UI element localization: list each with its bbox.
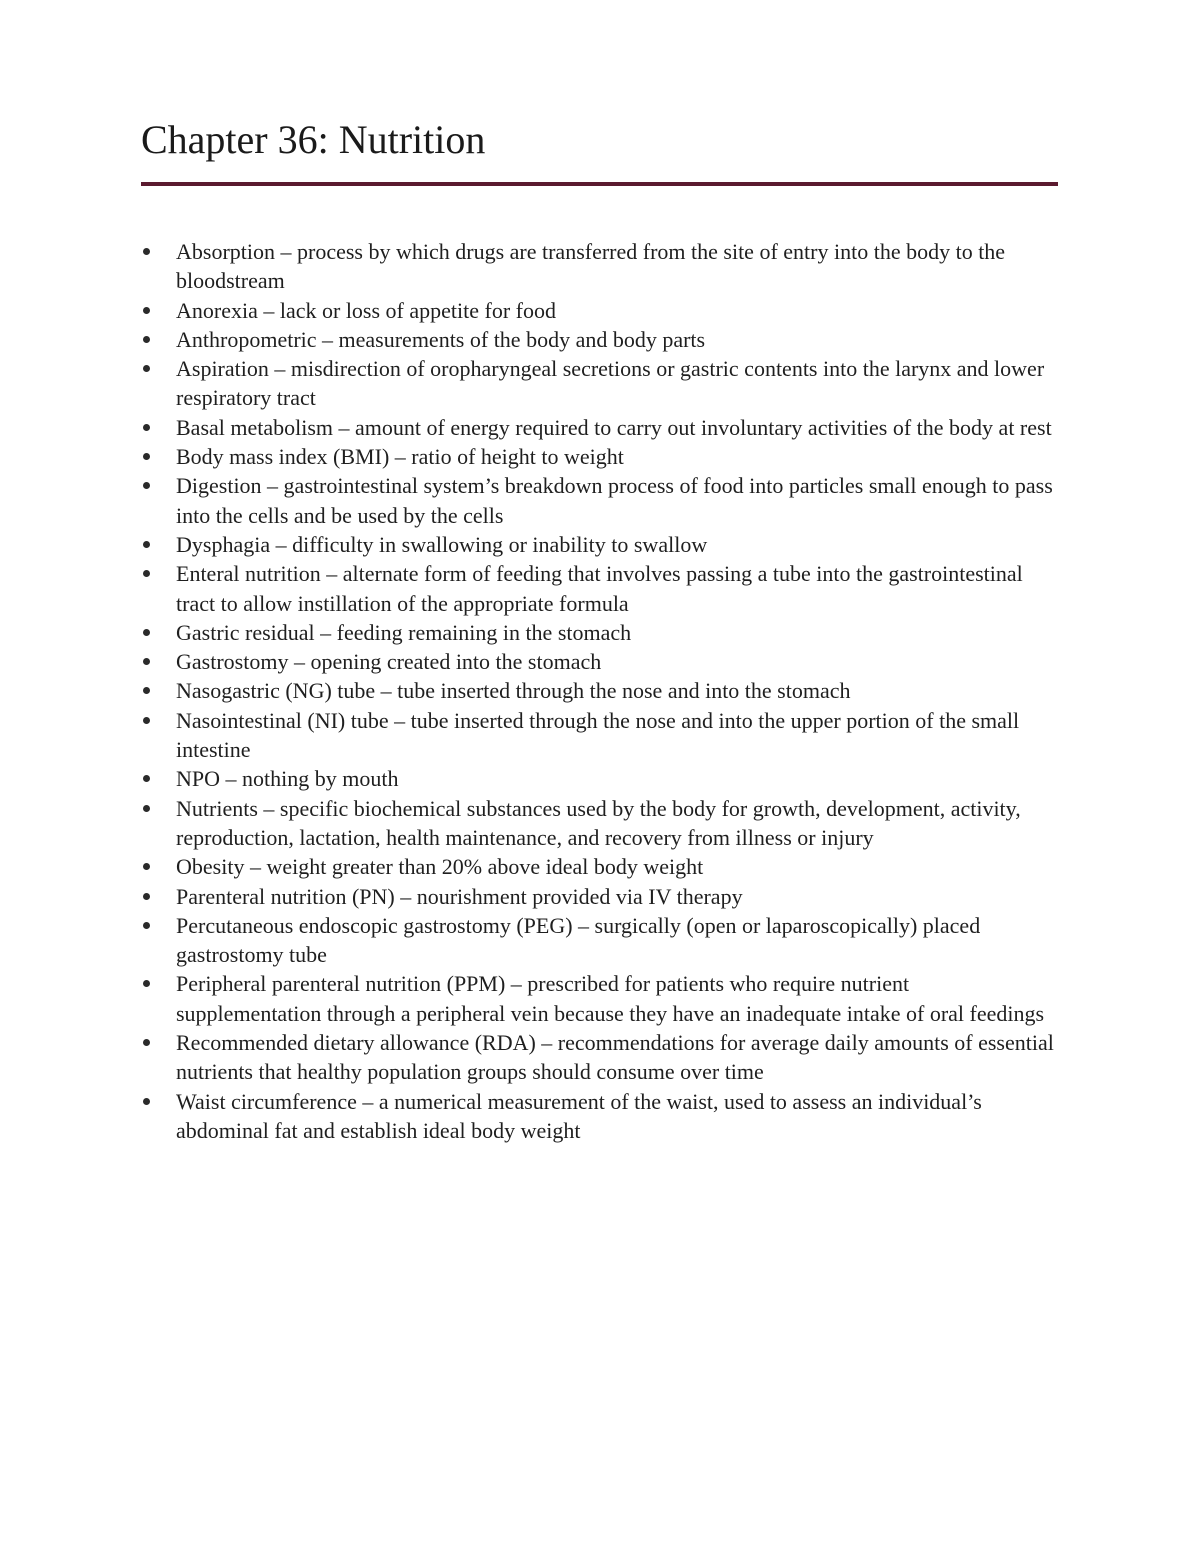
bullet-icon — [143, 805, 150, 812]
glossary-item-text: Gastrostomy – opening created into the stomach — [176, 649, 602, 675]
bullet-icon — [143, 717, 150, 724]
glossary-item-text: Percutaneous endoscopic gastrostomy (PEG) – surgically (open or laparoscopically) placed gastrostomy tube — [176, 912, 981, 968]
glossary-item-text: Anorexia – lack or loss of appetite for food — [176, 297, 556, 323]
bullet-icon — [143, 336, 150, 343]
glossary-item-text: Body mass index (BMI) – ratio of height to weight — [176, 444, 624, 470]
glossary-item-text: Absorption – process by which drugs are transferred from the site of entry into the body to the bloodstream — [176, 239, 1006, 294]
glossary-item — [141, 1087, 1058, 1146]
bullet-icon — [143, 453, 150, 460]
glossary-item-text: Nasointestinal (NI) tube – tube inserted through the nose and into the upper portion of the small intestine — [176, 707, 1020, 763]
glossary-item-text: Aspiration – misdirection of oropharyngeal secretions or gastric contents into the larynx and lower respiratory tract — [176, 356, 1045, 411]
bullet-icon — [143, 424, 150, 431]
glossary-item-text: Nutrients – specific biochemical substances used by the body for growth, development, activity, reproduction, lactation, health maintenance, and recovery from illness or injury — [176, 795, 1021, 850]
bullet-icon — [143, 893, 150, 900]
glossary-item-text: Digestion – gastrointestinal system’s breakdown process of food into particles small enough to pass into the cells and be used by the cells — [176, 473, 1053, 528]
glossary-item — [141, 296, 1058, 325]
glossary-item-text: Gastric residual – feeding remaining in the stomach — [176, 619, 632, 645]
bullet-icon — [143, 541, 150, 548]
bullet-icon — [143, 629, 150, 636]
glossary-item-text: Recommended dietary allowance (RDA) – recommendations for average daily amounts of essential nutrients that healthy population groups should consume over time — [176, 1030, 1054, 1085]
glossary-item-text: Waist circumference – a numerical measurement of the waist, used to assess an individual’s abdominal fat and establish ideal body weight — [176, 1088, 982, 1143]
glossary-item — [141, 354, 1058, 413]
bullet-icon — [143, 922, 150, 929]
glossary-item — [141, 969, 1058, 1028]
glossary-item-text: Parenteral nutrition (PN) – nourishment provided via IV therapy — [176, 883, 743, 909]
bullet-icon — [143, 248, 150, 255]
bullet-icon — [143, 687, 150, 694]
glossary-item — [141, 706, 1058, 765]
glossary-item — [141, 471, 1058, 530]
bullet-icon — [143, 775, 150, 782]
glossary-item — [141, 413, 1058, 442]
glossary-item — [141, 911, 1058, 970]
glossary-item-text: Nasogastric (NG) tube – tube inserted through the nose and into the stomach — [176, 678, 851, 704]
glossary-item — [141, 882, 1058, 911]
glossary-item-text: Peripheral parenteral nutrition (PPM) – prescribed for patients who require nutrient supplementation through a peripheral vein because they have an inadequate intake of oral feedings — [176, 971, 1045, 1026]
bullet-icon — [143, 570, 150, 577]
page-title: Chapter 36: Nutrition — [141, 117, 486, 162]
bullet-icon — [143, 980, 150, 987]
glossary-item-text: NPO – nothing by mouth — [176, 766, 399, 792]
bullet-icon — [143, 365, 150, 372]
glossary-item — [141, 442, 1058, 471]
bullet-icon — [143, 863, 150, 870]
bullet-icon — [143, 1039, 150, 1046]
glossary-item-text: Obesity – weight greater than 20% above ideal body weight — [176, 854, 704, 880]
bullet-icon — [143, 658, 150, 665]
glossary-item — [141, 1028, 1058, 1087]
glossary-item — [141, 559, 1058, 618]
glossary-item — [141, 618, 1058, 647]
glossary-item-text: Dysphagia – difficulty in swallowing or inability to swallow — [176, 531, 708, 557]
glossary-item — [141, 852, 1058, 881]
glossary-item — [141, 647, 1058, 676]
glossary-item — [141, 237, 1058, 296]
bullet-icon — [143, 1098, 150, 1105]
glossary-item — [141, 794, 1058, 853]
glossary-list — [141, 237, 1058, 1145]
glossary-item-text: Enteral nutrition – alternate form of feeding that involves passing a tube into the gastrointestinal tract to allow instillation of the appropriate formula — [176, 561, 1023, 616]
bullet-icon — [143, 482, 150, 489]
glossary-item-text: Anthropometric – measurements of the body and body parts — [176, 326, 706, 352]
glossary-item-text: Basal metabolism – amount of energy required to carry out involuntary activities of the body at rest — [176, 414, 1052, 440]
glossary-item — [141, 530, 1058, 559]
glossary-item — [141, 325, 1058, 354]
title-divider — [141, 182, 1058, 186]
bullet-icon — [143, 307, 150, 314]
glossary-item — [141, 676, 1058, 705]
glossary-item — [141, 764, 1058, 793]
